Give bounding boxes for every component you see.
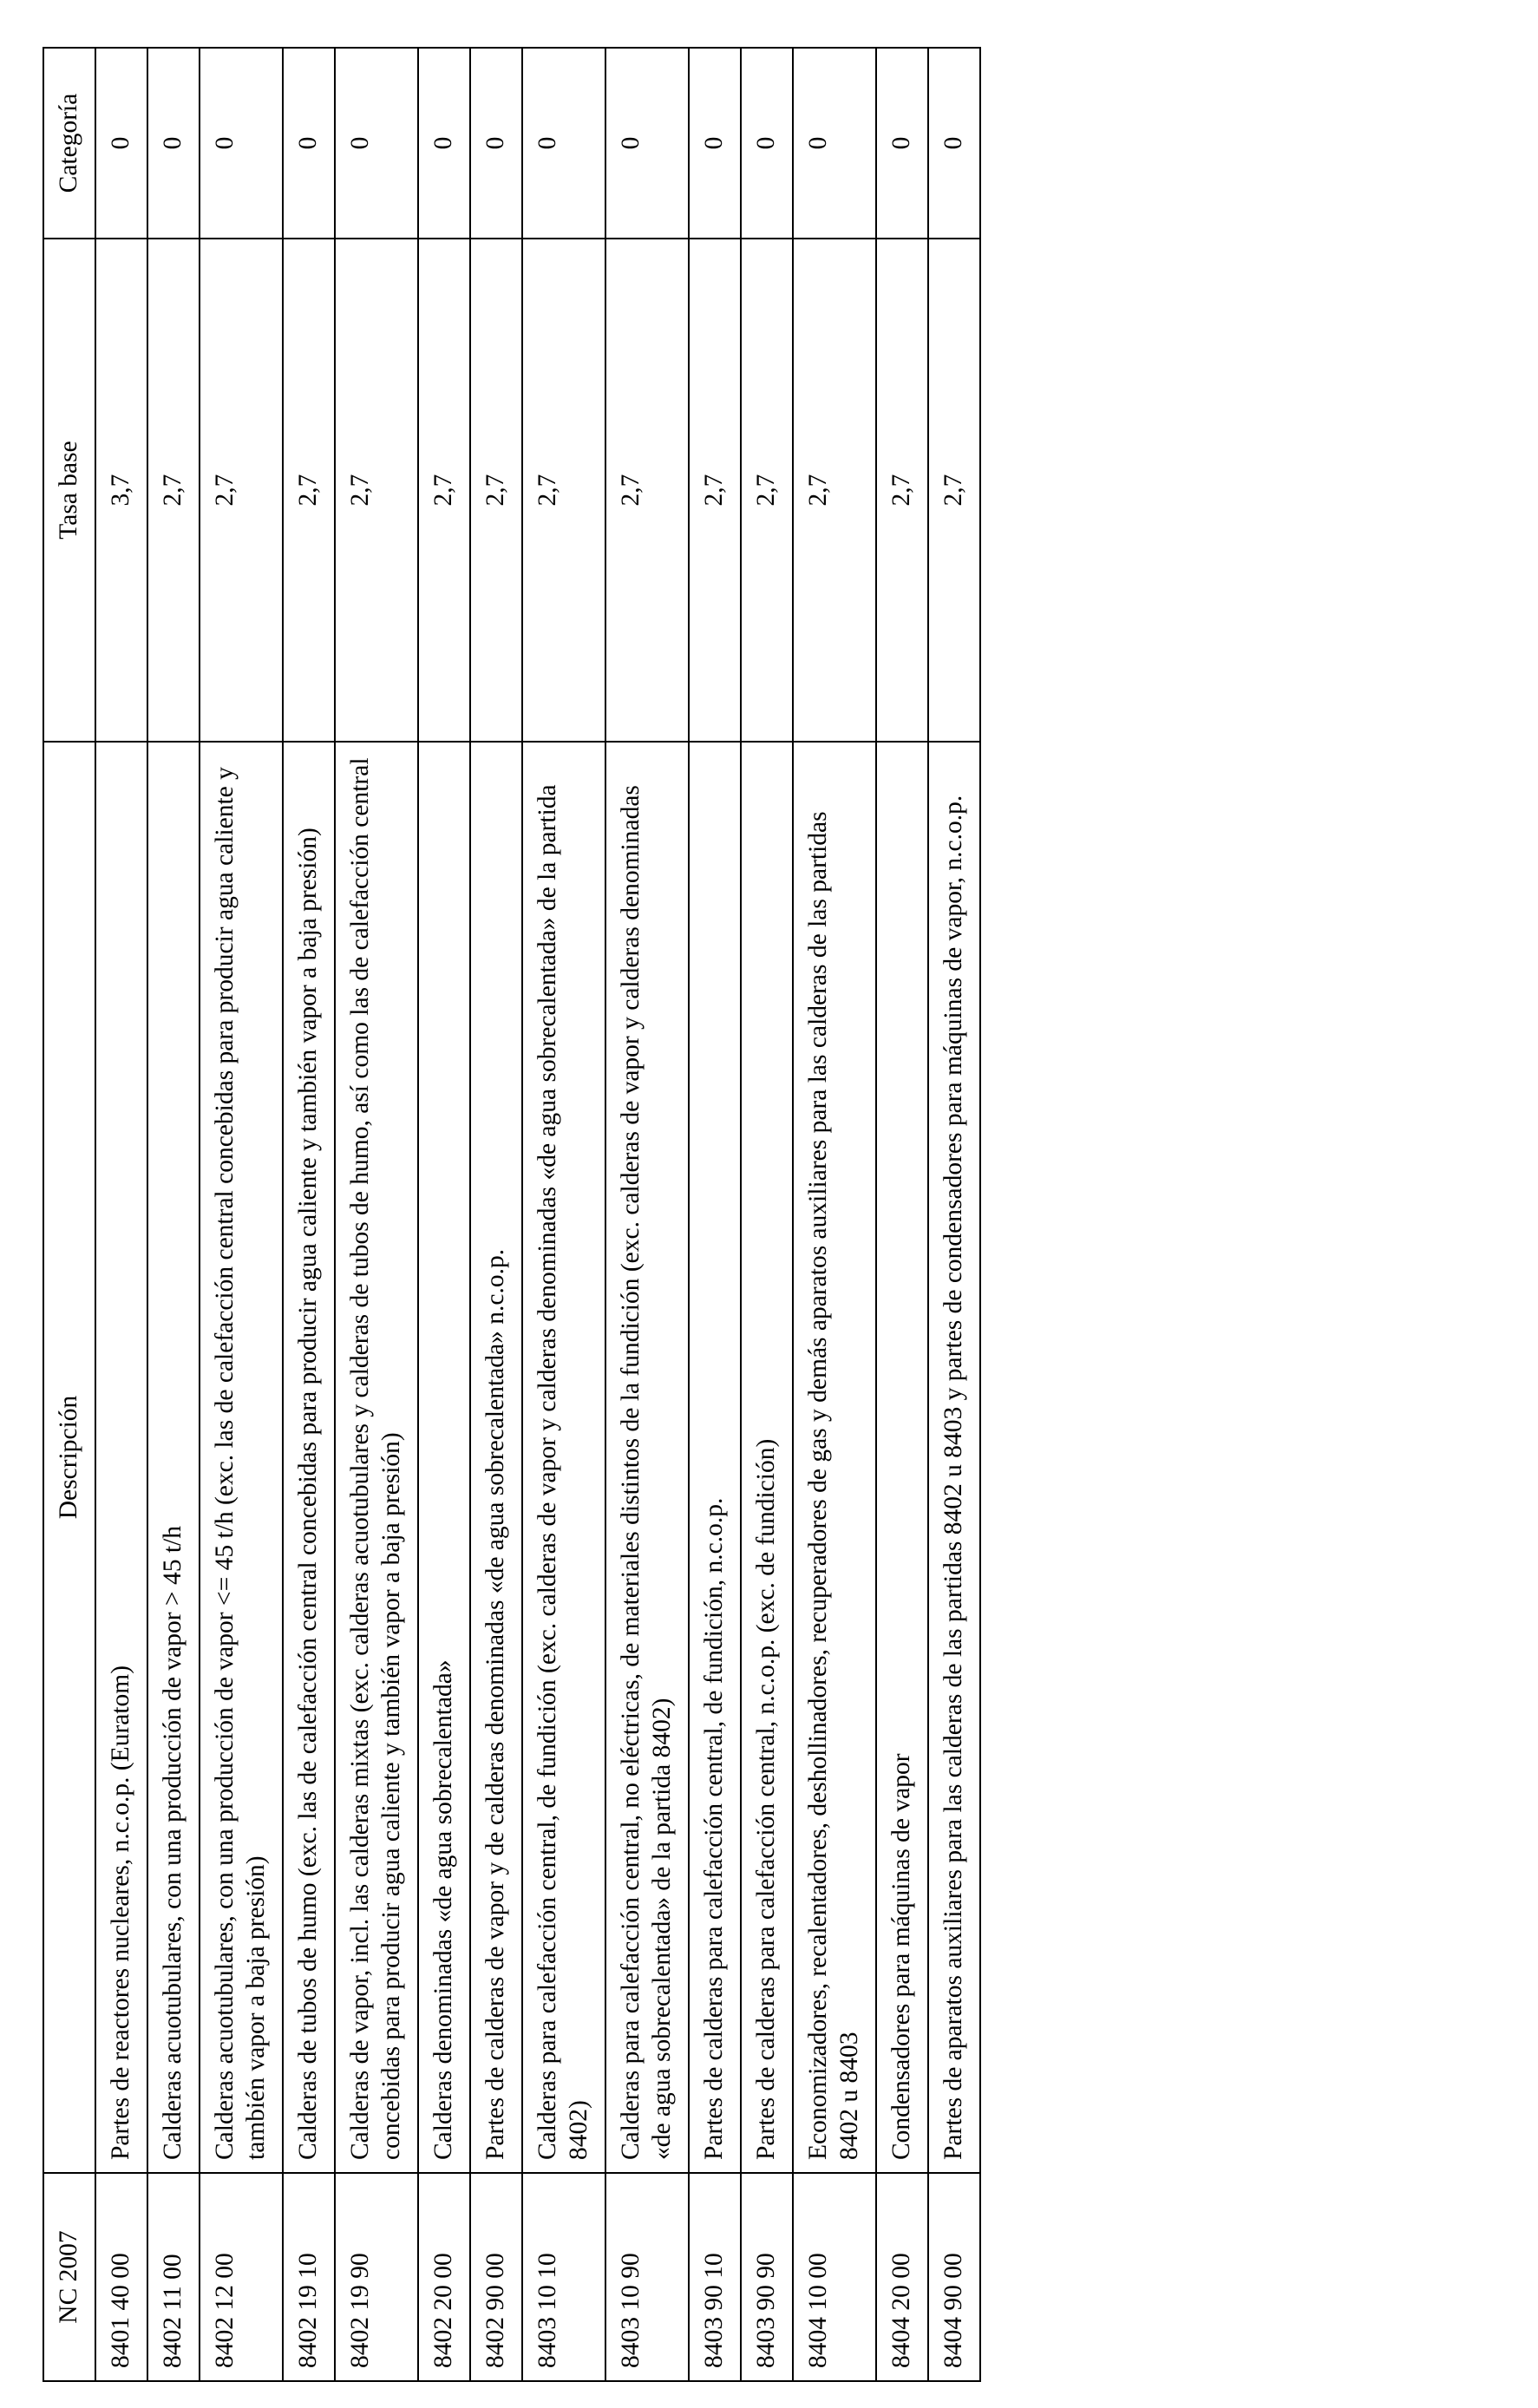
category-cell: 0 — [689, 48, 741, 239]
category-cell: 0 — [605, 48, 689, 239]
table-row — [741, 48, 793, 2381]
base-rate-cell: 2,7 — [876, 239, 928, 742]
description-cell: Partes de calderas para calefacción central, de fundición, n.c.o.p. — [689, 742, 741, 2173]
code-cell: 8403 10 90 — [605, 2173, 689, 2381]
table-row — [200, 48, 283, 2381]
category-cell: 0 — [470, 48, 522, 239]
code-cell: 8402 12 00 — [200, 2173, 283, 2381]
category-cell: 0 — [741, 48, 793, 239]
base-rate-cell: 2,7 — [605, 239, 689, 742]
code-cell: 8402 19 10 — [283, 2173, 335, 2381]
table-row — [147, 48, 200, 2381]
category-cell: 0 — [283, 48, 335, 239]
description-cell: Partes de aparatos auxiliares para las calderas de las partidas 8402 u 8403 y partes de condensadores para máquinas de vapor, n.c.o.p. — [928, 742, 980, 2173]
description-cell: Calderas de tubos de humo (exc. las de calefacción central concebidas para producir agua caliente y también vapor a baja presión) — [283, 742, 335, 2173]
description-cell: Calderas acuotubulares, con una producción de vapor > 45 t/h — [147, 742, 200, 2173]
table-row — [605, 48, 689, 2381]
header-base-rate: Tasa base — [43, 239, 95, 742]
code-cell: 8403 90 10 — [689, 2173, 741, 2381]
category-cell: 0 — [147, 48, 200, 239]
code-cell: 8402 90 00 — [470, 2173, 522, 2381]
base-rate-cell: 3,7 — [95, 239, 147, 742]
header-category: Categoría — [43, 48, 95, 239]
table-row — [418, 48, 470, 2381]
description-cell: Partes de reactores nucleares, n.c.o.p. (Euratom) — [95, 742, 147, 2173]
table-row — [928, 48, 980, 2381]
code-cell: 8404 90 00 — [928, 2173, 980, 2381]
code-cell: 8403 90 90 — [741, 2173, 793, 2381]
description-cell: Economizadores, recalentadores, deshollinadores, recuperadores de gas y demás aparatos auxiliares para las calderas de las partidas 8402 u 8403 — [793, 742, 876, 2173]
header-code: NC 2007 — [43, 2173, 95, 2381]
base-rate-cell: 2,7 — [741, 239, 793, 742]
description-cell: Calderas para calefacción central, de fundición (exc. calderas de vapor y calderas denominadas «de agua sobrecalentada» de la partida 8402) — [522, 742, 605, 2173]
header-description: Descripción — [43, 742, 95, 2173]
description-cell: Calderas para calefacción central, no eléctricas, de materiales distintos de la fundición (exc. calderas de vapor y calderas denominadas «de agua sobrecalentada» de la partida 8402) — [605, 742, 689, 2173]
base-rate-cell: 2,7 — [928, 239, 980, 742]
code-cell: 8404 10 00 — [793, 2173, 876, 2381]
code-cell: 8402 19 90 — [335, 2173, 418, 2381]
description-cell: Calderas acuotubulares, con una producción de vapor <= 45 t/h (exc. las de calefacción central concebidas para producir agua caliente y también vapor a baja presión) — [200, 742, 283, 2173]
table-row — [470, 48, 522, 2381]
table-row — [793, 48, 876, 2381]
category-cell: 0 — [335, 48, 418, 239]
code-cell: 8401 40 00 — [95, 2173, 147, 2381]
category-cell: 0 — [793, 48, 876, 239]
description-cell: Partes de calderas de vapor y de calderas denominadas «de agua sobrecalentada» n.c.o.p. — [470, 742, 522, 2173]
category-cell: 0 — [95, 48, 147, 239]
base-rate-cell: 2,7 — [470, 239, 522, 742]
base-rate-cell: 2,7 — [522, 239, 605, 742]
code-cell: 8402 20 00 — [418, 2173, 470, 2381]
base-rate-cell: 2,7 — [283, 239, 335, 742]
base-rate-cell: 2,7 — [689, 239, 741, 742]
code-cell: 8402 11 00 — [147, 2173, 200, 2381]
category-cell: 0 — [200, 48, 283, 239]
header-row — [43, 48, 95, 2381]
table-row — [95, 48, 147, 2381]
category-cell: 0 — [876, 48, 928, 239]
description-cell: Calderas de vapor, incl. las calderas mixtas (exc. calderas acuotubulares y calderas de tubos de humo, así como las de calefacción central concebidas para producir agua caliente y también vapor a baja presión) — [335, 742, 418, 2173]
description-cell: Partes de calderas para calefacción central, n.c.o.p. (exc. de fundición) — [741, 742, 793, 2173]
base-rate-cell: 2,7 — [793, 239, 876, 742]
table-row — [522, 48, 605, 2381]
base-rate-cell: 2,7 — [200, 239, 283, 742]
category-cell: 0 — [928, 48, 980, 239]
table-row — [335, 48, 418, 2381]
tariff-table — [43, 47, 981, 2382]
table-row — [689, 48, 741, 2381]
description-cell: Condensadores para máquinas de vapor — [876, 742, 928, 2173]
code-cell: 8404 20 00 — [876, 2173, 928, 2381]
base-rate-cell: 2,7 — [147, 239, 200, 742]
table-row — [283, 48, 335, 2381]
code-cell: 8403 10 10 — [522, 2173, 605, 2381]
base-rate-cell: 2,7 — [418, 239, 470, 742]
category-cell: 0 — [522, 48, 605, 239]
description-cell: Calderas denominadas «de agua sobrecalentada» — [418, 742, 470, 2173]
base-rate-cell: 2,7 — [335, 239, 418, 742]
category-cell: 0 — [418, 48, 470, 239]
table-row — [876, 48, 928, 2381]
